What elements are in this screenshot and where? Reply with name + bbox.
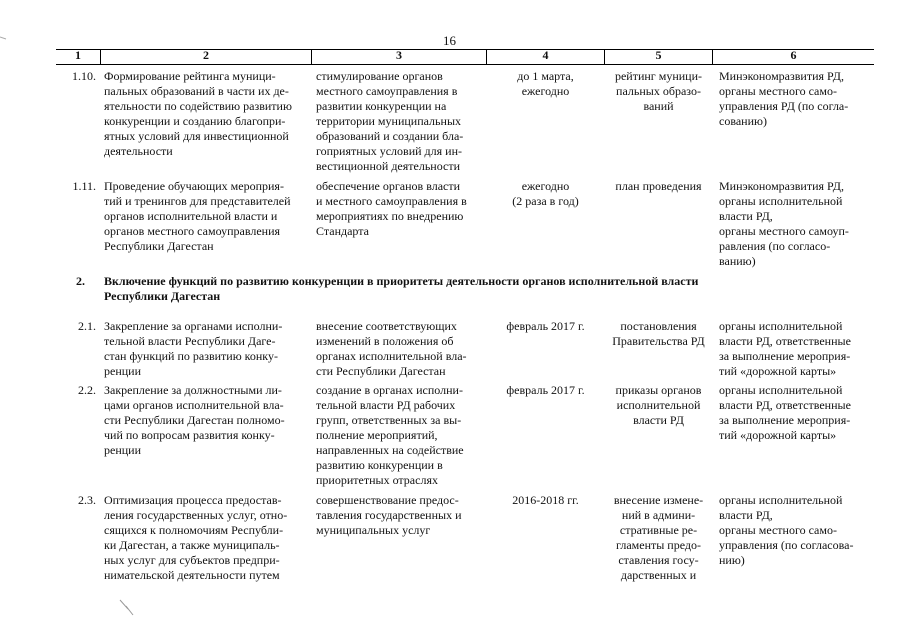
header-col-1: 1: [75, 48, 81, 62]
deadline-text: ежегодно (2 раза в год): [512, 179, 579, 208]
document-text: рейтинг муници- пальных образо- ваний: [614, 69, 703, 113]
executor-text: органы исполнительной власти РД, ответственные за выполнение мероприя- тий «дорожной карты»: [719, 319, 851, 378]
stray-mark: [118, 598, 138, 618]
deadline-text: до 1 марта, ежегодно: [517, 69, 574, 98]
measure-text: Формирование рейтинга муници- пальных образований в части их де- ятельности по содействию развитию конкуренции и созданию благопри- ятных условий для инвестиционной деятельности: [104, 69, 292, 158]
document-text: постановления Правительства РД: [612, 319, 705, 348]
table-header-rule: [56, 64, 874, 65]
header-col-3: 3: [396, 48, 402, 62]
document-text: внесение измене- ний в админи- стративные ре- гламенты предо- ставления госу- дарственных и: [613, 493, 704, 582]
row-number: 1.10.: [72, 69, 96, 83]
measure-text: Оптимизация процесса предостав- ления государственных услуг, отно- сящихся к полномочиям Республи- ки Дагестан, а также муниципаль- ных услуг для субъектов предпри- нимательской деятельности путем: [104, 493, 288, 582]
section-title: Включение функций по развитию конкуренции в приоритеты деятельности органов исполнительной власти Республики Дагестан: [104, 274, 699, 303]
result-text: совершенствование предос- тавления государственных и муниципальных услуг: [316, 493, 462, 537]
executor-text: органы исполнительной власти РД, органы местного само- управления (по согласова- нию): [719, 493, 854, 567]
deadline-text: 2016-2018 гг.: [512, 493, 579, 507]
stray-mark: [0, 36, 8, 40]
deadline-text: февраль 2017 г.: [506, 383, 585, 397]
row-number: 2.2.: [78, 383, 96, 397]
result-text: внесение соответствующих изменений в положения об органах исполнительной вла- сти Республики Дагестан: [316, 319, 467, 378]
document-text: план проведения: [615, 179, 702, 193]
header-col-4: 4: [542, 48, 549, 62]
result-text: обеспечение органов власти и местного самоуправления в мероприятиях по внедрению Стандарта: [316, 179, 467, 238]
page-number: 16: [443, 33, 456, 48]
row-number: 1.11.: [72, 179, 96, 193]
measure-text: Проведение обучающих мероприя- тий и тренингов для представителей органов исполнительной власти и органов местного самоуправления Республики Дагестан: [104, 179, 291, 253]
result-text: стимулирование органов местного самоуправления в развитии конкуренции на территории муниципальных образований и создании бла- гоприятных условий для ин- вестиционной деятельности: [316, 69, 464, 173]
measure-text: Закрепление за должностными ли- цами органов исполнительной вла- сти Республики Дагестан полномо- чий по вопросам развития конку- ренции: [104, 383, 285, 457]
result-text: создание в органах исполни- тельной власти РД рабочих групп, ответственных за вы- полнение мероприятий, направленных на содействие развитию конкуренции в приоритетных отраслях: [316, 383, 464, 487]
deadline-text: февраль 2017 г.: [506, 319, 585, 333]
executor-text: органы исполнительной власти РД, ответственные за выполнение мероприя- тий «дорожной карты»: [719, 383, 851, 442]
header-col-6: 6: [790, 48, 797, 62]
row-number: 2.1.: [78, 319, 96, 333]
header-col-5: 5: [655, 48, 662, 62]
row-number: 2.3.: [78, 493, 96, 507]
header-col-2: 2: [203, 48, 209, 62]
document-text: приказы органов исполнительной власти РД: [615, 383, 702, 427]
executor-text: Минэкономразвития РД, органы исполнительной власти РД, органы местного самоуп- равления (по согласо- ванию): [719, 179, 849, 268]
section-number: 2.: [76, 274, 85, 288]
executor-text: Минэкономразвития РД, органы местного само- управления РД (по согла- сованию): [719, 69, 849, 128]
measure-text: Закрепление за органами исполни- тельной власти Республики Даге- стан функций по развитию конку- ренции: [104, 319, 283, 378]
